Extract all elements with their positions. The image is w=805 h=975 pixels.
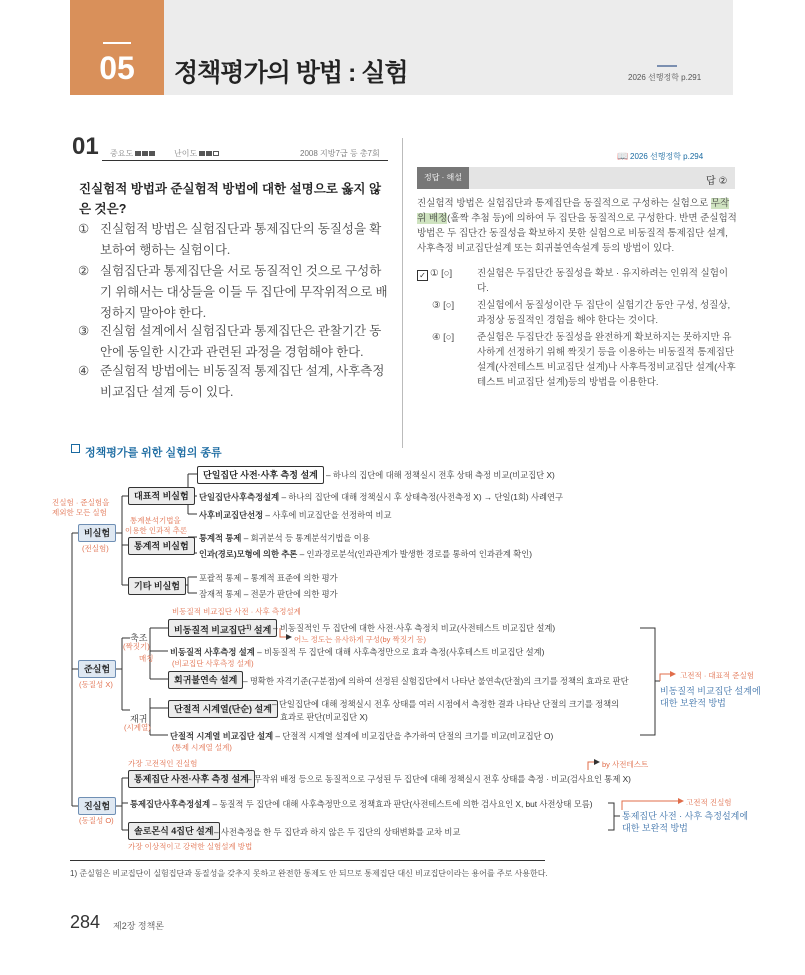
chart-section-title: 정책평가를 위한 실험의 종류 bbox=[85, 447, 222, 459]
true-right-blue-1: 통제집단 사전 · 사후 측정설계에 bbox=[622, 811, 749, 821]
node-true-exp: 진실험 bbox=[78, 797, 116, 815]
quasi-sub: (동질성 X) bbox=[79, 680, 113, 689]
nonexp-sub: (전실험) bbox=[82, 544, 109, 553]
node-statistical-nonexp: 통계적 비실험 bbox=[128, 537, 195, 555]
header-reference: 2026 선행정학 p.291 bbox=[628, 73, 702, 82]
label-cross-sub: (짝짓기) bbox=[123, 642, 150, 651]
importance-rating: 중요도 bbox=[110, 148, 156, 159]
difficulty-rating: 난이도 bbox=[174, 148, 220, 159]
item-causal-model: 인과(경로)모형에 의한 추론 – 인과경로분석(인과관계가 발생한 경로를 통하여 인과관계 확인) bbox=[199, 549, 532, 559]
question-text: 진실험적 방법과 준실험적 방법에 대한 설명으로 옳지 않은 것은? bbox=[79, 182, 382, 216]
item-post-comparison: 사후비교집단선정 – 사후에 비교집단을 선정하여 비교 bbox=[199, 510, 392, 520]
book-icon: 📖 bbox=[617, 151, 629, 161]
sub-its-comparison: (통제 시계열 설계) bbox=[172, 743, 232, 752]
label-regress: 재귀 bbox=[130, 714, 148, 724]
item-statistical-control: 통계적 통제 – 회귀분석 등 통계분석기법을 이용 bbox=[199, 533, 370, 543]
item-comprehensive-control: 포괄적 통제 – 통계적 표준에 의한 평가 bbox=[199, 573, 338, 583]
stat-note-1: 통계분석기법을 bbox=[130, 516, 181, 525]
desc-nonequivalent-comparison: – 비동질적인 두 집단에 대한 사전·사후 측정치 비교(사전테스트 비교집단 설계) bbox=[273, 623, 556, 633]
sub-solomon: 가장 이상적이고 강력한 실험설계 방법 bbox=[128, 842, 253, 851]
item-nonequivalent-post: 비동질적 사후측정 설계 – 비동질적 두 집단에 대해 사후측정만으로 효과 측정(사후테스트 비교집단 설계) bbox=[170, 647, 545, 657]
desc-control-prepost: – 무작위 배정 등으로 동질적으로 구성된 두 집단에 대해 정책실시 전후 상태를 측정 · 비교(검사요인 통제 X) bbox=[247, 774, 631, 784]
true-right-blue-2: 대한 보완적 방법 bbox=[622, 823, 688, 833]
answer-point-1: ① [○] 진실험은 두집단간 동질성을 확보 · 유지하려는 인위적 실험이다. bbox=[430, 268, 729, 294]
node-solomon: 솔로몬식 4집단 설계 bbox=[128, 822, 220, 840]
desc-regression-discontinuity: – 명확한 자격기준(구분점)에 의하여 선정된 실험집단에서 나타난 불연속(단절)의 크기를 정책의 효과로 판단 bbox=[243, 676, 629, 686]
chapter-label: 제2장 정책론 bbox=[113, 921, 164, 931]
item-control-post: 통제집단사후측정설계 – 동질적 두 집단에 대해 사후측정만으로 정책효과 판단(사전테스트에 의한 검사요인 X, but 사전상태 모름) bbox=[130, 799, 593, 809]
true-sub: (동질성 O) bbox=[79, 816, 114, 825]
answer-reference: 2026 선행정학 p.294 bbox=[630, 152, 704, 161]
node-other-nonexp: 기타 비실험 bbox=[128, 577, 186, 595]
option-1[interactable]: ① 진실험적 방법은 실험집단과 통제집단의 동질성을 확보하여 행하는 실험이다. bbox=[78, 222, 382, 257]
node-nonexp: 비실험 bbox=[78, 524, 116, 542]
nonexp-note-2: 제외한 모든 실험 bbox=[52, 508, 107, 517]
quasi-note-top: 비동질적 비교집단 사전 · 사후 측정설계 bbox=[172, 607, 301, 616]
footnote: 1) 준실험은 비교집단이 실험집단과 동질성을 갖추지 못하고 완전한 통제도 안 되므로 통제집단 대신 비교집단이라는 용어를 주로 사용한다. bbox=[70, 869, 548, 878]
node-quasi: 준실험 bbox=[78, 660, 116, 678]
section-number: 05 bbox=[99, 50, 135, 86]
quasi-right-blue-2: 대한 보완적 방법 bbox=[660, 698, 726, 708]
option-3[interactable]: ③ 진실험 설계에서 실험집단과 통제집단은 관찰기간 동안에 동일한 시간과 관련된 과정을 경험해야 한다. bbox=[78, 324, 382, 359]
answer-explanation: 진실험적 방법은 실험집단과 통제집단을 동질적으로 구성하는 실험으로 무작위 배정(홀짝 추첨 등)에 의하여 두 집단을 동질적으로 구성한다. 반면 준실험적 방법은 두 집단간 동질성을 확보하지 못한 실험으로 비동질적 통제집단 설계, 사후측정 비교집단설계 또는 회귀불연속설계 등의 방법이 있다. bbox=[417, 198, 737, 254]
question-number: 01 bbox=[72, 133, 99, 160]
desc-its-2: 효과로 판단(비교집단 X) bbox=[280, 712, 368, 722]
item-single-group-post: 단일집단사후측정설계 – 하나의 집단에 대해 정책실시 후 상태측정(사전측정 X) → 단일(1회) 사례연구 bbox=[199, 492, 564, 502]
label-cross: 축조 bbox=[130, 633, 148, 643]
desc-its-1: – 단일집단에 대해 정책실시 전후 상태를 여러 시점에서 측정한 결과 나타난 단절의 크기를 정책의 bbox=[272, 699, 620, 709]
nonexp-note-1: 진실험 · 준실험을 bbox=[52, 498, 110, 507]
checkbox-icon: ✓ bbox=[417, 270, 428, 281]
true-note-top: 가장 고전적인 진실험 bbox=[128, 759, 198, 768]
page-title: 정책평가의 방법 : 실험 bbox=[174, 59, 408, 87]
answer-value: 답 ② bbox=[706, 176, 728, 187]
page-number: 284 bbox=[70, 912, 101, 932]
label-match: 매칭 bbox=[139, 654, 154, 663]
option-2[interactable]: ② 실험집단과 통제집단을 서로 동질적인 것으로 구성하기 위해서는 대상들을 이들 두 집단에 무작위적으로 배정하지 말아야 한다. bbox=[78, 264, 388, 320]
node-interrupted-time-series: 단절적 시계열(단순) 설계 bbox=[168, 700, 278, 718]
quasi-right-note: 고전적 · 대표적 준실험 bbox=[680, 671, 754, 680]
option-4[interactable]: ④ 준실험적 방법에는 비동질적 통제집단 설계, 사후측정 비교집단 설계 등이 있다. bbox=[78, 364, 385, 399]
sup-control-prepost: by 사전테스트 bbox=[602, 760, 649, 769]
node-single-group-prepost: 단일집단 사전·사후 측정 설계 bbox=[197, 466, 324, 484]
sub-nonequivalent-post: (비교집단 사후측정 설계) bbox=[172, 659, 254, 668]
item-its-comparison: 단절적 시계열 비교집단 설계 – 단절적 시계열 설계에 비교집단을 추가하여 단절의 크기를 비교(비교집단 O) bbox=[170, 731, 554, 741]
answer-point-4: ④ [○] 준실험은 두집단간 동질성을 완전하게 확보하지는 못하지만 유사하게 선정하기 위해 짝짓기 등을 이용하는 비동질적 통제집단 설계(사전테스트 비교집단 설계)나 사후특정비교집단 설계(사후테스트 비교집단 설계)등의 방법을 이용한다. bbox=[432, 332, 736, 388]
label-regress-sub: (시계열) bbox=[124, 723, 151, 732]
question-source: 2008 지방7급 등 총7회 bbox=[300, 149, 380, 158]
answer-tag: 정답 · 해설 bbox=[417, 167, 469, 189]
sub-nonequivalent-comparison: 어느 정도는 유사하게 구성(by 짝짓기 등) bbox=[294, 635, 427, 644]
node-representative-nonexp: 대표적 비실험 bbox=[128, 487, 195, 505]
quasi-right-blue-1: 비동질적 비교집단 설계에 bbox=[660, 686, 761, 696]
node-nonequivalent-comparison: 비동질적 비교집단$^{1)}$ 설계 bbox=[168, 619, 277, 637]
true-right-note: 고전적 진실험 bbox=[686, 798, 732, 807]
item-latent-control: 잠재적 통제 – 전문가 판단에 의한 평가 bbox=[199, 589, 338, 599]
stat-note-2: 이용한 인과적 추론 bbox=[125, 526, 188, 535]
answer-point-3: ③ [○] 진실험에서 동질성이란 두 집단이 실험기간 동안 구성, 성질상, 과정상 동질적인 경험을 해야 한다는 것이다. bbox=[432, 300, 731, 326]
node-regression-discontinuity: 회귀불연속 설계 bbox=[168, 671, 243, 689]
desc-solomon: – 사전측정을 한 두 집단과 하지 않은 두 집단의 상태변화를 교차 비교 bbox=[214, 827, 461, 837]
desc-single-group-prepost: – 하나의 집단에 대해 정책실시 전후 상태 측정 비교(비교집단 X) bbox=[326, 470, 555, 480]
node-control-prepost: 통제집단 사전·사후 측정 설계 bbox=[128, 770, 255, 788]
